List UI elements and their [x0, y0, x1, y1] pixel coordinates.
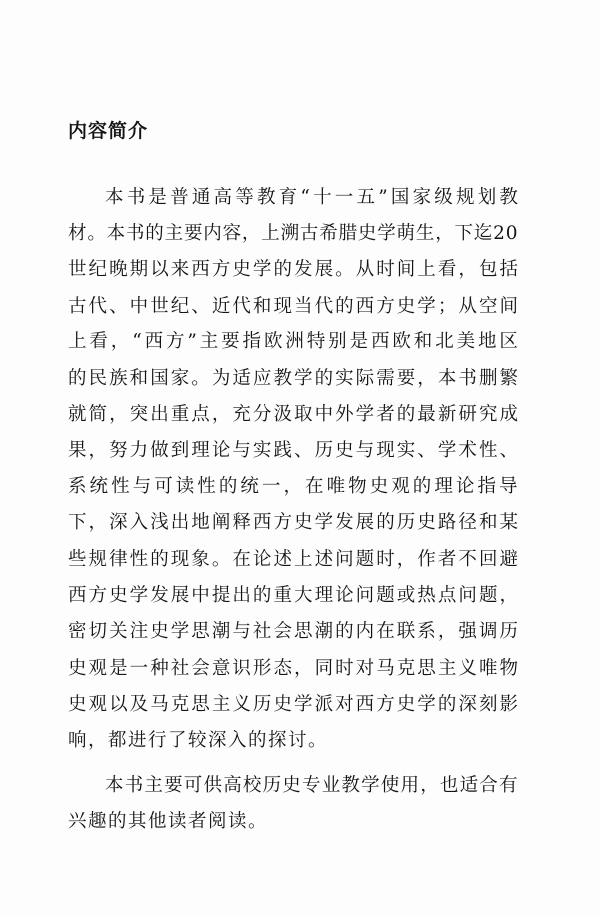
text-line: 的民族和国家。为适应教学的实际需要，本书删繁: [68, 368, 521, 389]
text-line: 系统性与可读性的统一，在唯物史观的理论指导: [68, 476, 521, 497]
text-line: 史观是一种社会意识形态，同时对马克思主义唯物: [68, 658, 521, 679]
text-line: 材。本书的主要内容，上溯古希腊史学萌生，下迄20: [68, 223, 519, 244]
text-line: 密切关注史学思潮与社会思潮的内在联系，强调历: [68, 621, 521, 642]
text-line: 些规律性的现象。在论述上述问题时，作者不回避: [68, 549, 521, 570]
text-line: 西方史学发展中提出的重大理论问题或热点问题，: [68, 585, 521, 606]
text-line: 响，都进行了较深入的探讨。: [68, 730, 329, 751]
text-line: 史观以及马克思主义历史学派对西方史学的深刻影: [68, 694, 521, 715]
text-line: 就简，突出重点，充分汲取中外学者的最新研究成: [68, 404, 521, 425]
text-line: 下，深入浅出地阐释西方史学发展的历史路径和某: [68, 512, 521, 533]
text-line: 古代、中世纪、近代和现当代的西方史学；从空间: [68, 296, 521, 317]
text-line: 本书是普通高等教育“十一五”国家级规划教: [105, 187, 522, 208]
section-heading: 内容简介: [68, 120, 149, 142]
text-line: 兴趣的其他读者阅读。: [68, 811, 269, 832]
text-line: 世纪晚期以来西方史学的发展。从时间上看，包括: [68, 259, 521, 280]
text-line: 上看，“西方”主要指欧洲特别是西欧和北美地区: [68, 331, 521, 352]
text-line: 果，努力做到理论与实践、历史与现实、学术性、: [68, 440, 521, 461]
text-line: 本书主要可供高校历史专业教学使用，也适合有: [105, 775, 519, 796]
